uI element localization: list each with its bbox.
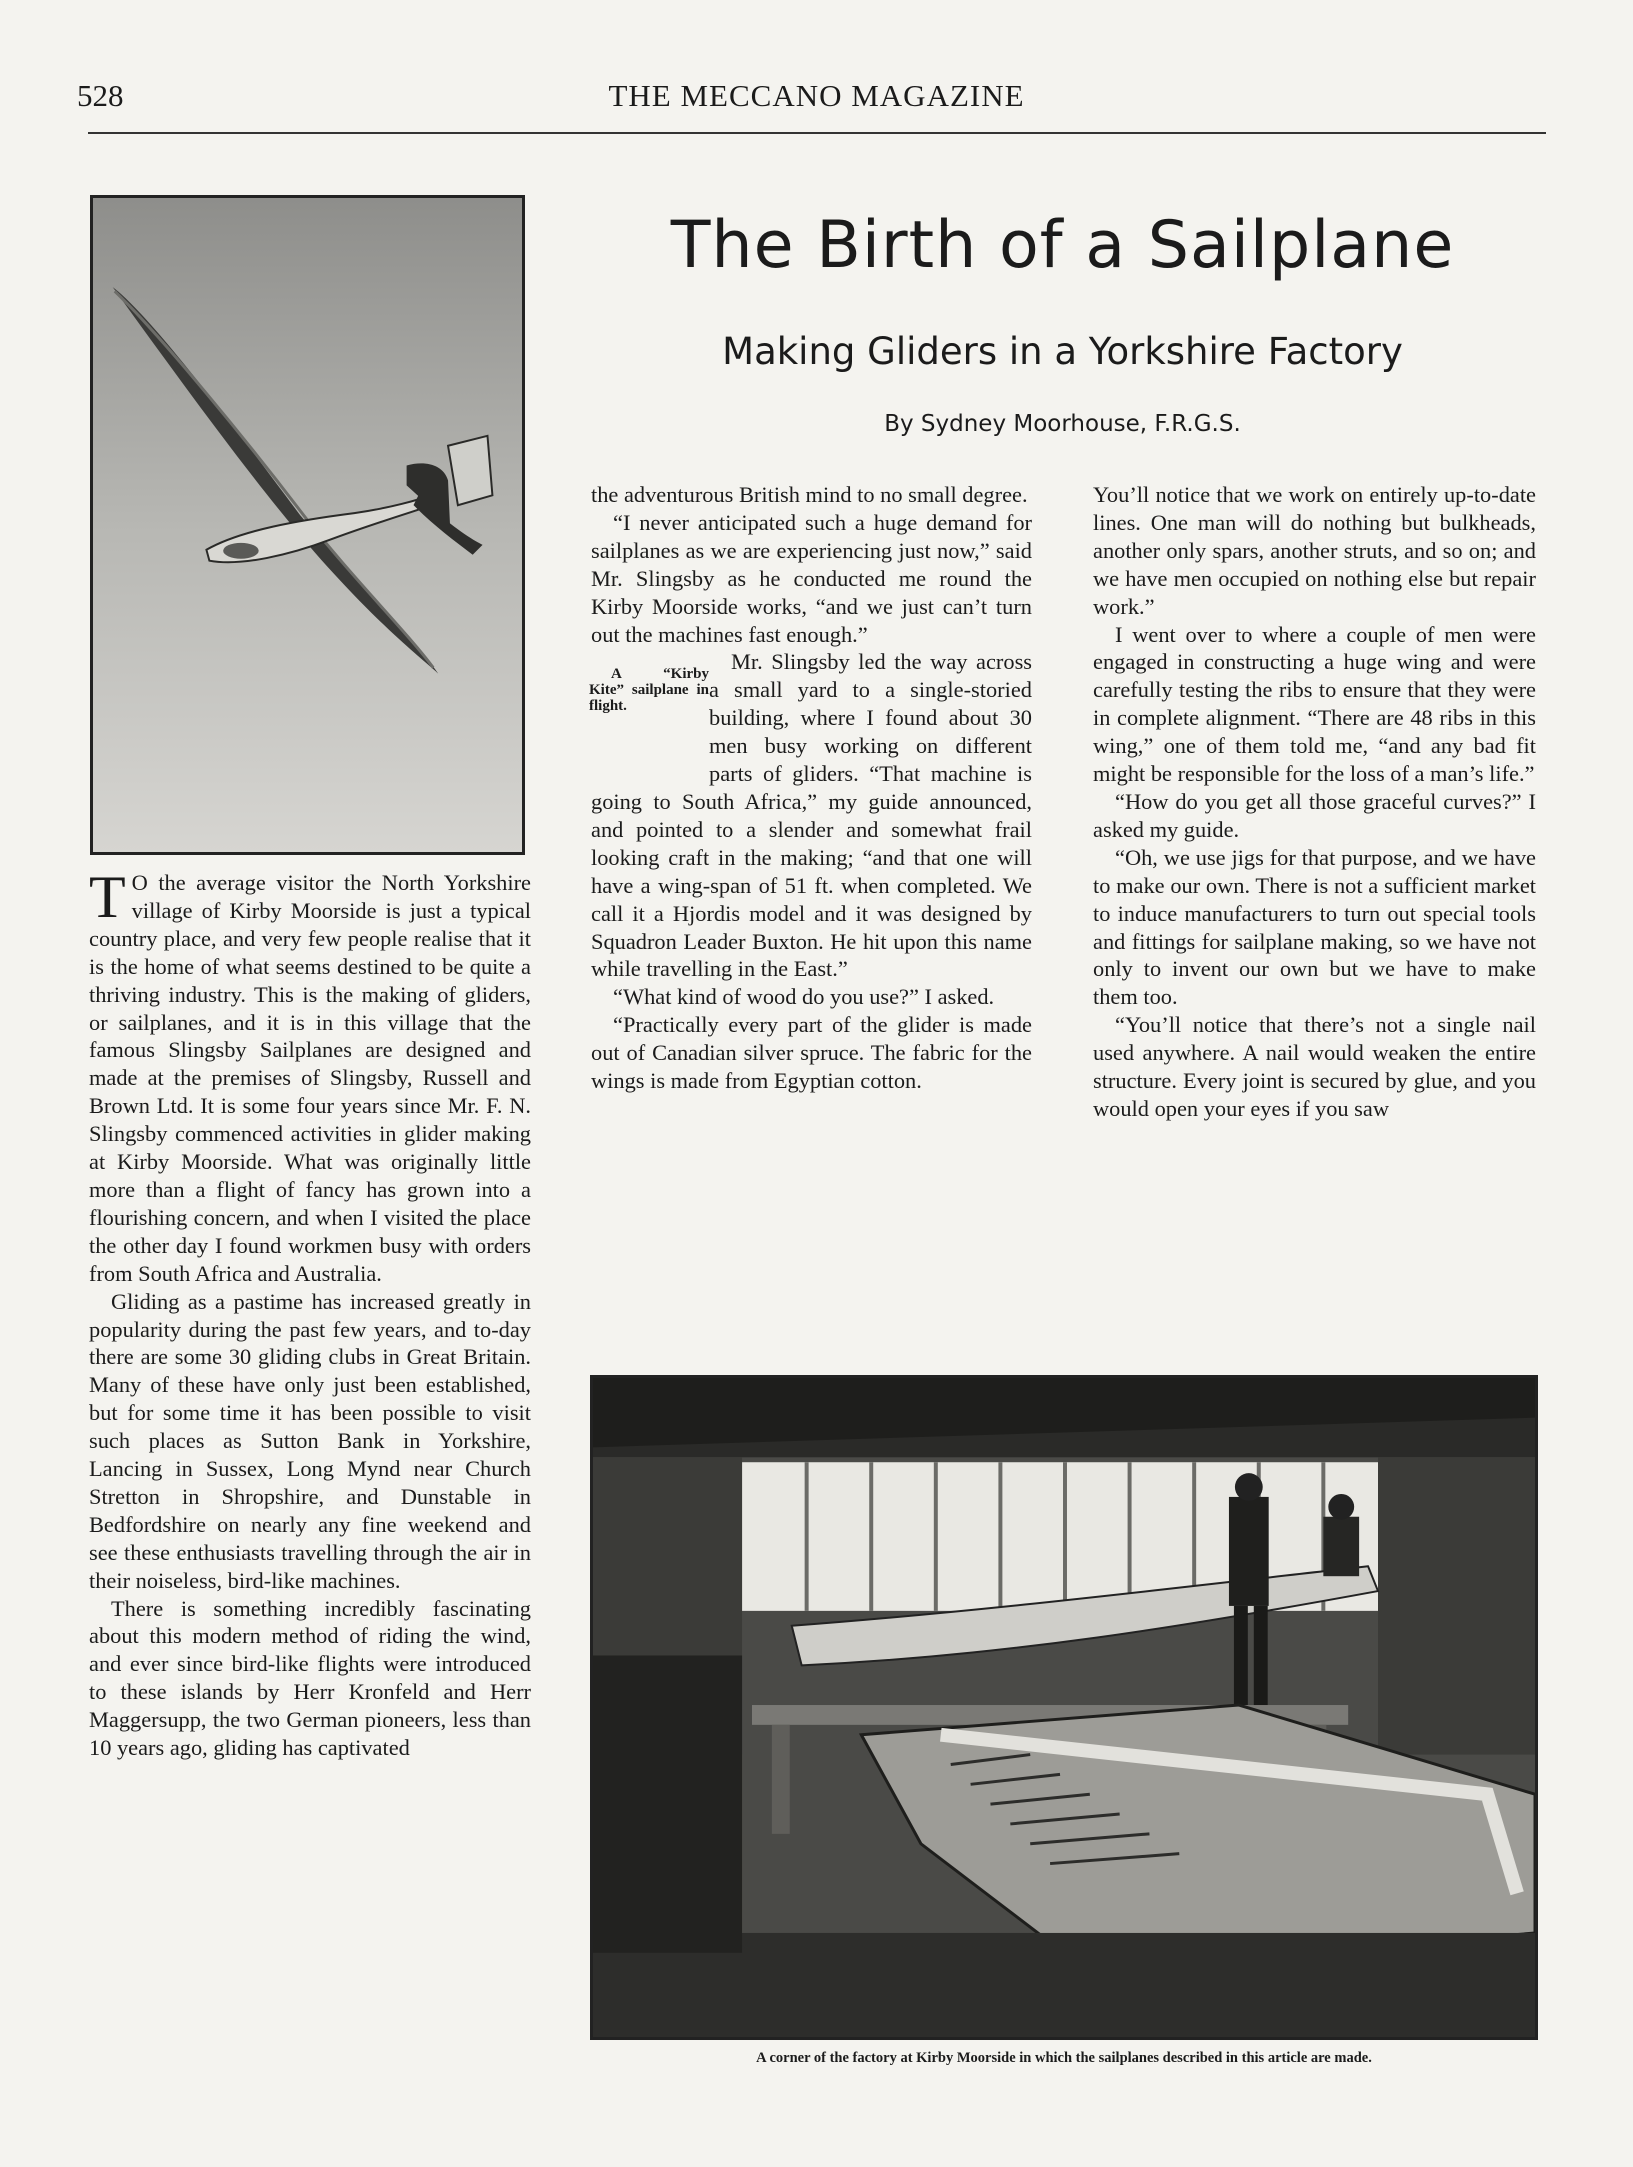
paragraph: “You’ll notice that there’s not a single nail used anywhere. A nail would weaken the entire structure. Every joint is secured by glue, and you would open your eyes if you saw — [1093, 1012, 1536, 1121]
paragraph: There is something incredibly fascinating about this modern method of riding the wind, and ever since bird-like flights were introduced to these islands by Herr Kronfeld and Herr Maggersupp, the two German pioneers, less than 10 years ago, gliding has captivated — [89, 1595, 531, 1761]
column-2 — [591, 481, 1032, 1095]
column-3 — [1093, 481, 1536, 1123]
paragraph: A “Kirby Kite” sailplane in flight. Mr. Slingsby led the way across a small yard to a single-storied building, where I found about 30 men busy working on different parts of gliders. “That machine is going to South Africa,” my guide announced, and pointed to a slender and somewhat frail looking craft in the making; “and that one will have a wing-span of 51 ft. when completed. We call it a Hjordis model and it was designed by Squadron Leader Buxton. He hit upon this name while travelling in the East.” — [589, 649, 1032, 982]
factory-image — [593, 1378, 1535, 2037]
paragraph: the adventurous British mind to no small degree. — [591, 482, 1028, 507]
glider-photo — [90, 195, 525, 855]
paragraph: T O the average visitor the North Yorkshire village of Kirby Moorside is just a typical country place, and very few people realise that it is the home of what seems destined to be quite a thriving industry. This is the making of gliders, or sailplanes, and it is in this village that the famous Slingsby Sailplanes are designed and made at the premises of Slingsby, Russell and Brown Ltd. It is some four years since Mr. F. N. Slingsby commenced activities in glider making at Kirby Moorside. What was originally little more than a flight of fancy has grown into a flourishing concern, and when I visited the place the other day I found workmen busy with orders from South Africa and Australia. — [89, 864, 531, 1286]
factory-photo — [590, 1375, 1538, 2040]
article-title: The Birth of a Sailplane — [670, 208, 1455, 283]
paragraph: “Practically every part of the glider is made out of Canadian silver spruce. The fabric for the wings is made from Egyptian cotton. — [591, 1012, 1032, 1094]
factory-caption: A corner of the factory at Kirby Moorside in which the sailplanes described in this article are made. — [756, 2050, 1372, 2066]
header-rule — [88, 132, 1546, 134]
byline: By Sydney Moorhouse, F.R.G.S. — [884, 411, 1241, 437]
glider-caption: A “Kirby Kite” sailplane in flight. — [589, 666, 709, 715]
column-1 — [89, 864, 531, 1762]
drop-cap: T — [89, 864, 126, 930]
article-subtitle: Making Gliders in a Yorkshire Factory — [722, 330, 1403, 373]
running-head: THE MECCANO MAGAZINE — [608, 78, 1025, 113]
paragraph: “I never anticipated such a huge demand for sailplanes as we are experiencing just now,” said Mr. Slingsby as he conducted me round the Kirby Moorside works, “and we just can’t turn out the machines fast enough.” — [591, 509, 1032, 647]
paragraph: “How do you get all those graceful curves?” I asked my guide. — [1093, 788, 1536, 842]
paragraph: Gliding as a pastime has increased greatly in popularity during the past few years, and to-day there are some 30 gliding clubs in Great Britain. Many of these have only just been established, but for some time it has been possible to visit such places as Sutton Bank in Yorkshire, Lancing in Sussex, Long Mynd near Church Stretton in Shropshire, and Dunstable in Bedfordshire on nearly any fine weekend and see these enthusiasts travelling through the air in their noiseless, bird-like machines. — [89, 1288, 531, 1593]
paragraph: I went over to where a couple of men were engaged in constructing a huge wing and were carefully testing the ribs to ensure that they were in complete alignment. “There are 48 ribs in this wing,” one of them told me, “and any bad fit might be responsible for the loss of a man’s life.” — [1093, 621, 1536, 787]
paragraph: “Oh, we use jigs for that purpose, and we have to make our own. There is not a sufficient market to induce manufacturers to turn out special tools and fittings for sailplane making, so we have not only to invent our own but we have to make them too. — [1093, 844, 1536, 1010]
glider-image — [93, 198, 522, 852]
page-number: 528 — [77, 78, 124, 113]
paragraph: You’ll notice that we work on entirely up-to-date lines. One man will do nothing but bulkheads, another only spars, another struts, and so on; and we have men occupied on nothing else but repair work.” — [1093, 482, 1536, 619]
paragraph: “What kind of wood do you use?” I asked. — [613, 984, 995, 1010]
